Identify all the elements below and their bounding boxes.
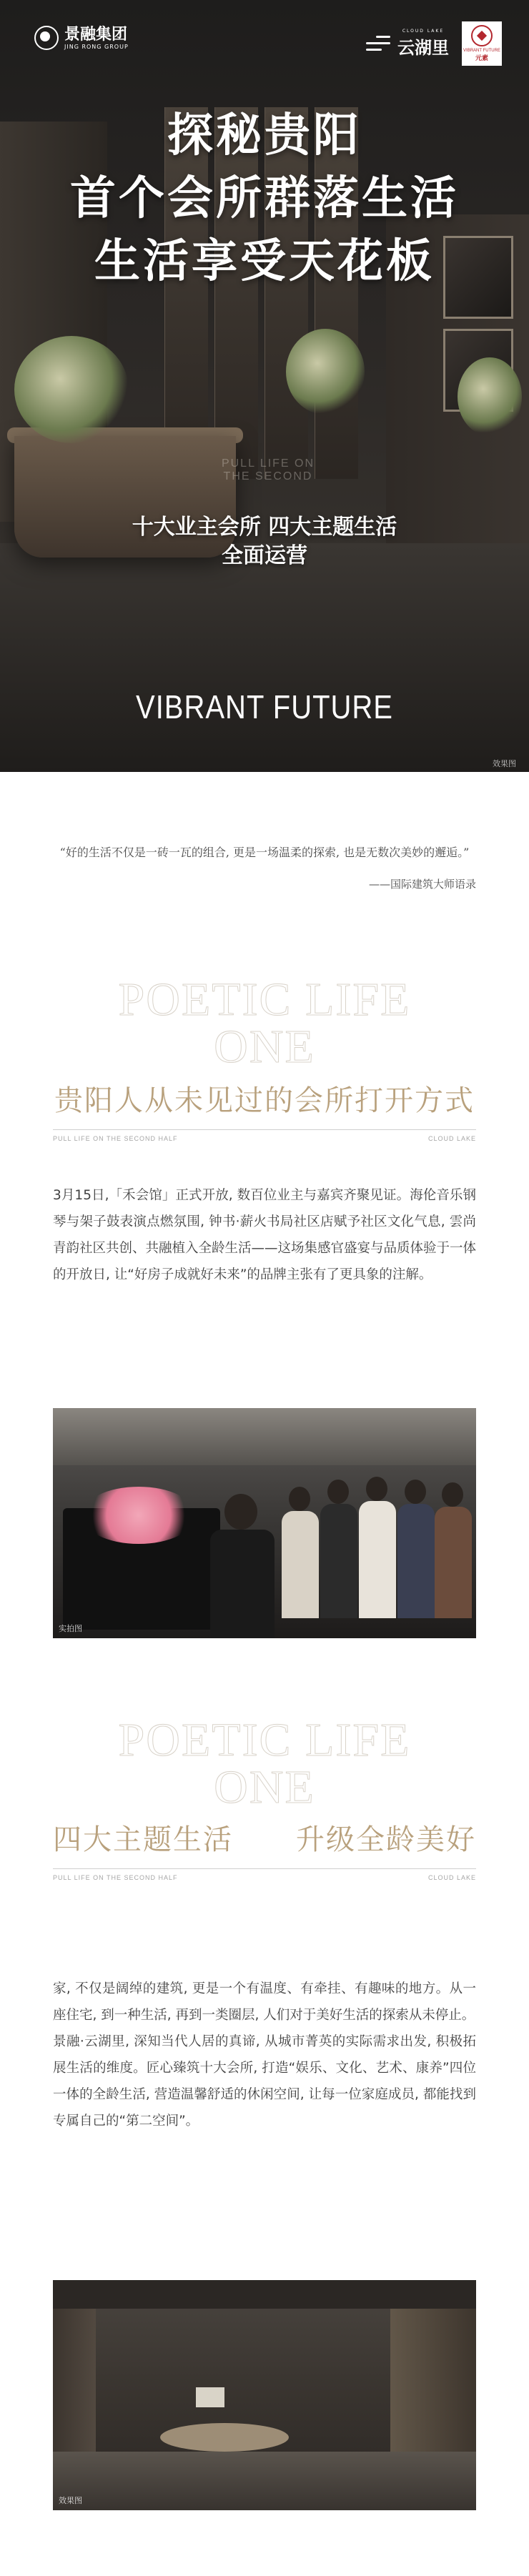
section2-tiny-right: CLOUD LAKE [427,1874,476,1881]
section2-paragraph-1: 家, 不仅是阔绰的建筑, 更是一个有温度、有牵挂、有趣味的地方。从一座住宅, 到一种生活, 再到一类圈层, 人们对于美好生活的探索从未停止。 [53,1981,476,2023]
photo-tag: 效果图 [59,2496,82,2505]
section1-paragraph-text: 3月15日,「禾会馆」正式开放, 数百位业主与嘉宾齐聚见证。海伦音乐钢琴与架子鼓表演点燃氛围, 钟书·薪火书局社区店赋予社区文化气息, 雲尚青韵社区共创、共融植入全龄生活——这场集感官盛宴与品质体验于一体的开放日, 让“好房子成就好未来”的品牌主张有了更具象的注解。 [53,1188,477,1282]
plant-decoration [286,329,365,415]
poetic-life-sub: ONE [214,1021,315,1073]
flower-bouquet [81,1487,196,1544]
hero-title-line-2: 首个会所群落生活 [70,172,459,225]
section1-tiny-left: PULL LIFE ON THE SECOND HALF [53,1135,178,1142]
hero-subtitle-line-2: 全面运营 [222,543,307,568]
section1-divider [53,1129,476,1130]
vibrant-future-badge-en: VIBRANT FUTURE [463,49,500,53]
section2-title-left: 四大主题生活 [53,1823,233,1856]
pianist-child [210,1530,275,1638]
quote-text: “好的生活不仅是一砖一瓦的组合, 更是一场温柔的探索, 也是无数次美妙的邂逅。” [59,846,470,859]
section2-title-right: 升级全龄美好 [296,1823,476,1856]
opening-event-photo [53,1408,476,1638]
round-table [160,2423,289,2452]
jingrong-logo-en: JING RONG GROUP [64,43,129,50]
poetic-life-heading-2: POETIC LIFE [118,1714,411,1766]
effect-image-tag: 效果图 [493,759,516,768]
poetic-life-sub-2: ONE [214,1761,315,1813]
hero-subtitle-line-1: 十大业主会所 四大主题生活 [132,515,397,540]
hero-title-line-3: 生活享受天花板 [94,235,435,288]
section1-title: 贵阳人从未见过的会所打开方式 [54,1084,475,1117]
quote-attribution: ——国际建筑大师语录 [368,878,476,891]
vibrant-future-badge-cn: 元素 [475,55,488,62]
clubhouse-interior-render [53,2280,476,2510]
section2-paragraphs [53,1976,476,2134]
vibrant-future-icon [471,25,493,46]
section1-tiny-right: CLOUD LAKE [427,1135,476,1142]
section2-divider [53,1868,476,1869]
cloudlake-logo-cn: 云湖里 [397,38,449,58]
hero-tagline: VIBRANT FUTURE [136,689,393,726]
cloudlake-logo [366,21,502,66]
flower-arrangement [14,336,129,443]
hero-banner [0,0,529,772]
floor [53,2452,476,2510]
plant-decoration [458,357,522,436]
jingrong-logo [34,26,129,50]
wall-screen [196,2387,224,2407]
poetic-life-heading: POETIC LIFE [118,974,411,1026]
vibrant-future-badge [462,21,502,66]
jingrong-logo-icon [34,26,59,50]
photo-tag: 实拍图 [59,1624,82,1633]
section2-paragraph-2: 景融·云湖里, 深知当代人居的真谛, 从城市菁英的实际需求出发, 积极拓展生活的维度。匠心臻筑十大会所, 打造“娱乐、文化、艺术、康养”四位一体的全龄生活, 营造温馨舒适的休闲空间, 让每一位家庭成员, 都能找到专属自己的“第二空间”。 [53,2034,476,2129]
section2-tiny-left: PULL LIFE ON THE SECOND HALF [53,1874,178,1881]
jingrong-logo-cn: 景融集团 [64,25,128,44]
hero-floor [0,543,529,772]
section1-paragraph [53,1182,476,1288]
hero-title-line-1: 探秘贵阳 [167,109,362,162]
wall-lettering: PULL LIFE ON THE SECOND [221,457,315,482]
cloudlake-logo-en: CLOUD LAKE [402,29,445,34]
cloudlake-logo-icon [366,31,390,56]
